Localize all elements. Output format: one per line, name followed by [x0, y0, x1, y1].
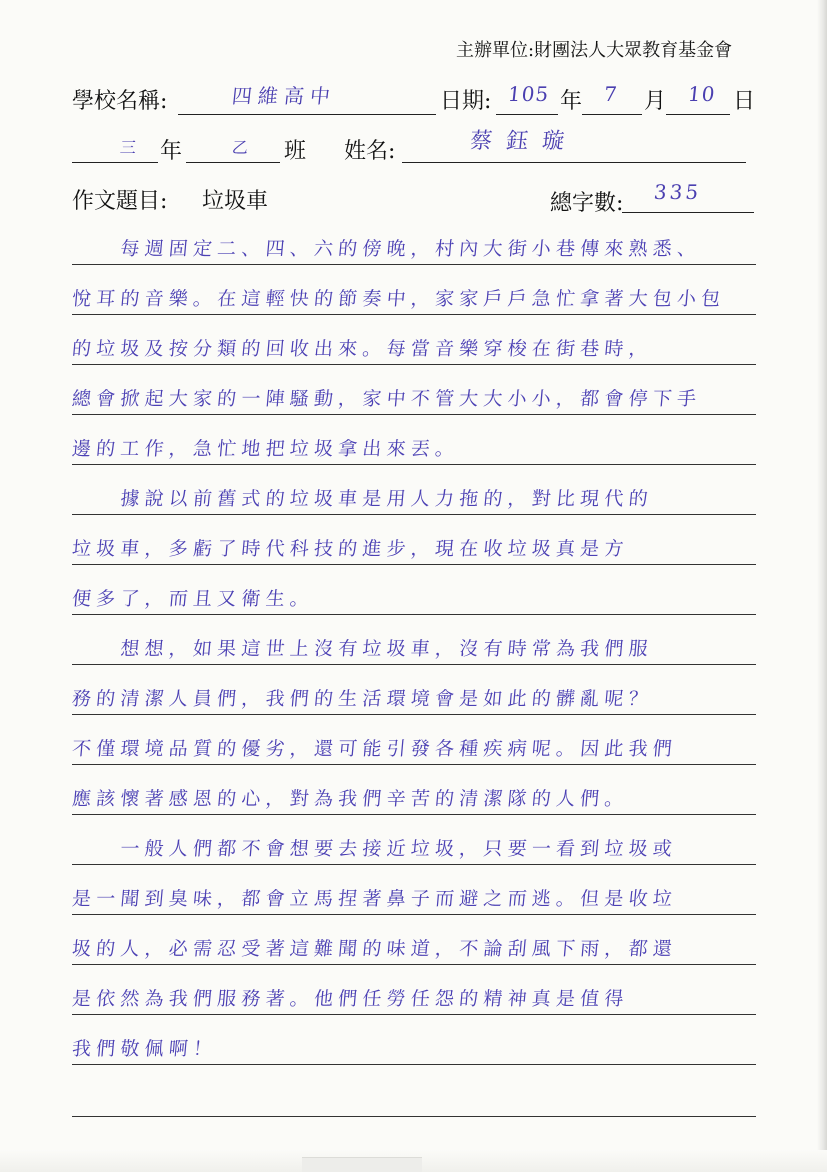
essay-line-text: 便多了，而且又衛生。: [71, 588, 315, 610]
date-label: 日期:: [440, 89, 492, 114]
name-value: 蔡鈺璇: [468, 129, 580, 154]
essay-line-text: 據說以前舊式的垃圾車是用人力拖的，對比現代的: [71, 488, 654, 510]
school-label: 學校名稱:: [72, 89, 168, 114]
class-value: 乙: [231, 138, 252, 157]
school-value: 四維高中: [230, 84, 338, 108]
topic-value: 垃圾車: [202, 189, 269, 214]
grade-fill-line: [72, 136, 158, 163]
essay-line-text: 總會掀起大家的一陣騷動，家中不管大大小小，都會停下手: [71, 388, 703, 410]
essay-rule-line: [72, 1076, 756, 1117]
sponsor-header: 主辦單位:財團法人大眾教育基金會: [456, 40, 733, 61]
month-value: 7: [602, 82, 624, 106]
essay-line-text: 想想，如果這世上沒有垃圾車，沒有時常為我們服: [71, 638, 654, 660]
essay-line-text: 邊的工作，急忙地把垃圾拿出來丟。: [71, 438, 461, 460]
essay-line-text: 一般人們都不會想要去接近垃圾，只要一看到垃圾或: [71, 838, 678, 860]
year-unit: 年: [560, 89, 583, 114]
essay-line-text: 是一聞到臭味，都會立馬捏著鼻子而避之而逃。但是收垃: [71, 888, 678, 910]
wordcount-label: 總字數:: [550, 191, 624, 216]
name-label: 姓名:: [344, 139, 396, 164]
essay-line-text: 悅耳的音樂。在這輕快的節奏中，家家戶戶急忙拿著大包小包: [71, 288, 727, 310]
essay-line-text: 務的清潔人員們，我們的生活環境會是如此的髒亂呢？: [71, 688, 654, 710]
class-unit: 班: [284, 139, 307, 164]
essay-line-text: 我們敬佩啊！: [71, 1038, 219, 1060]
scan-edge-shadow: [817, 0, 827, 1172]
month-unit: 月: [644, 89, 667, 114]
essay-line-text: 的垃圾及按分類的回收出來。每當音樂穿梭在街巷時，: [71, 338, 654, 360]
essay-line-text: 圾的人，必需忍受著這難聞的味道，不論刮風下雨，都還: [71, 938, 678, 960]
year-value: 105: [506, 82, 551, 106]
topic-label: 作文題目:: [72, 189, 168, 214]
scan-bottom-mark: [302, 1157, 422, 1172]
grade-value: 三: [119, 138, 140, 157]
grade-unit: 年: [160, 139, 183, 164]
wordcount-value: 335: [652, 180, 703, 204]
essay-line-text: 每週固定二、四、六的傍晚，村內大街小巷傳來熟悉、: [71, 238, 703, 260]
essay-line-text: 不僅環境品質的優劣，還可能引發各種疾病呢。因此我們: [71, 738, 678, 760]
day-unit: 日: [733, 89, 756, 114]
essay-line-text: 垃圾車，多虧了時代科技的進步，現在收垃圾真是方: [71, 538, 630, 560]
essay-line-text: 應該懷著感恩的心，對為我們辛苦的清潔隊的人們。: [71, 788, 630, 810]
day-value: 10: [686, 82, 717, 106]
essay-line-text: 是依然為我們服務著。他們任勞任怨的精神真是值得: [71, 988, 630, 1010]
